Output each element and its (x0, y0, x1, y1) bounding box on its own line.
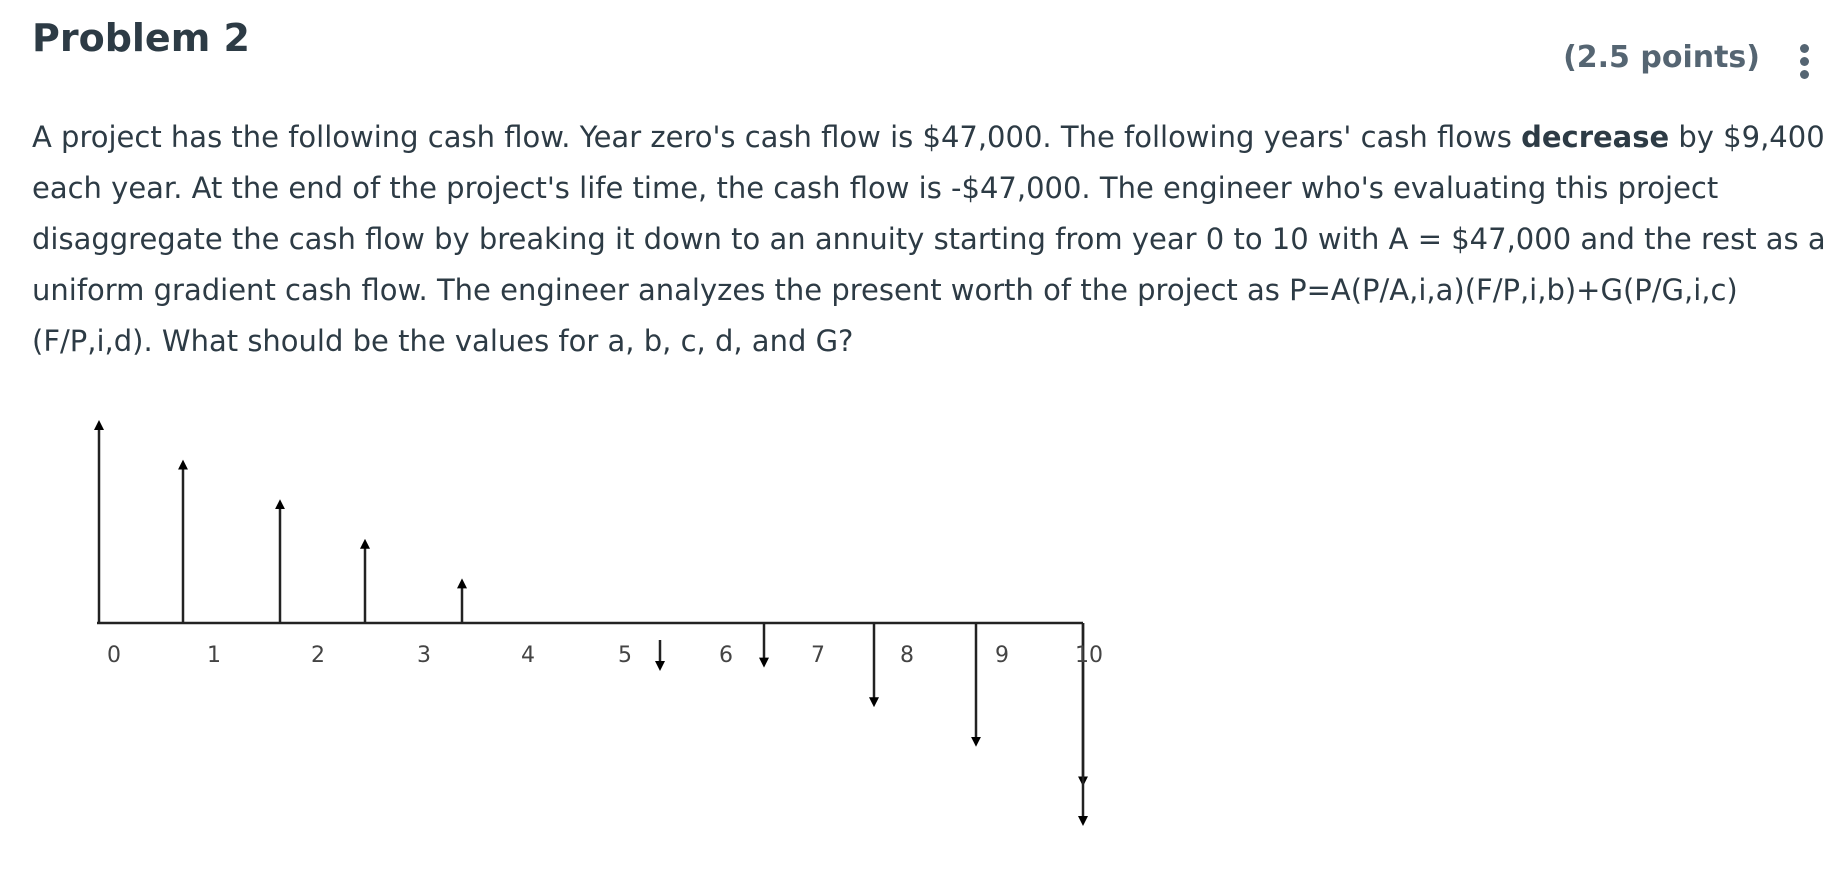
year-label-2: 2 (311, 643, 325, 668)
year-label-7: 7 (811, 643, 825, 668)
year-label-10: 10 (1075, 643, 1103, 668)
question-text-part-1: A project has the following cash flow. Year zero's cash flow is $47,000. The following years' cash flows (32, 120, 1522, 154)
year-label-9: 9 (995, 643, 1009, 668)
question-text-part-2: by $9,400 each year. At the end of the project's life time, the cash flow is -$47,000. The engineer who's evaluating this project disaggregate the cash flow by breaking it down to an annuity starting from year 0 to 10 with A = $47,000 and the rest as a uniform gradient cash flow. The engineer analyzes the present worth of the project as P=A(P/A,i,a)(F/P,i,b)+G(P/G,i,c)(F/P,i,d). What should be the values for a, b, c, d, and G? (32, 120, 1826, 358)
year-label-3: 3 (417, 643, 431, 668)
year-label-0: 0 (107, 643, 121, 668)
year-label-8: 8 (900, 643, 914, 668)
problem-title: Problem 2 (32, 16, 250, 60)
points-label: (2.5 points) (1563, 40, 1760, 75)
year-label-6: 6 (719, 643, 733, 668)
year-label-1: 1 (207, 643, 221, 668)
question-emphasis: decrease (1521, 120, 1670, 154)
year-label-5: 5 (618, 643, 632, 668)
year-label-4: 4 (521, 643, 535, 668)
